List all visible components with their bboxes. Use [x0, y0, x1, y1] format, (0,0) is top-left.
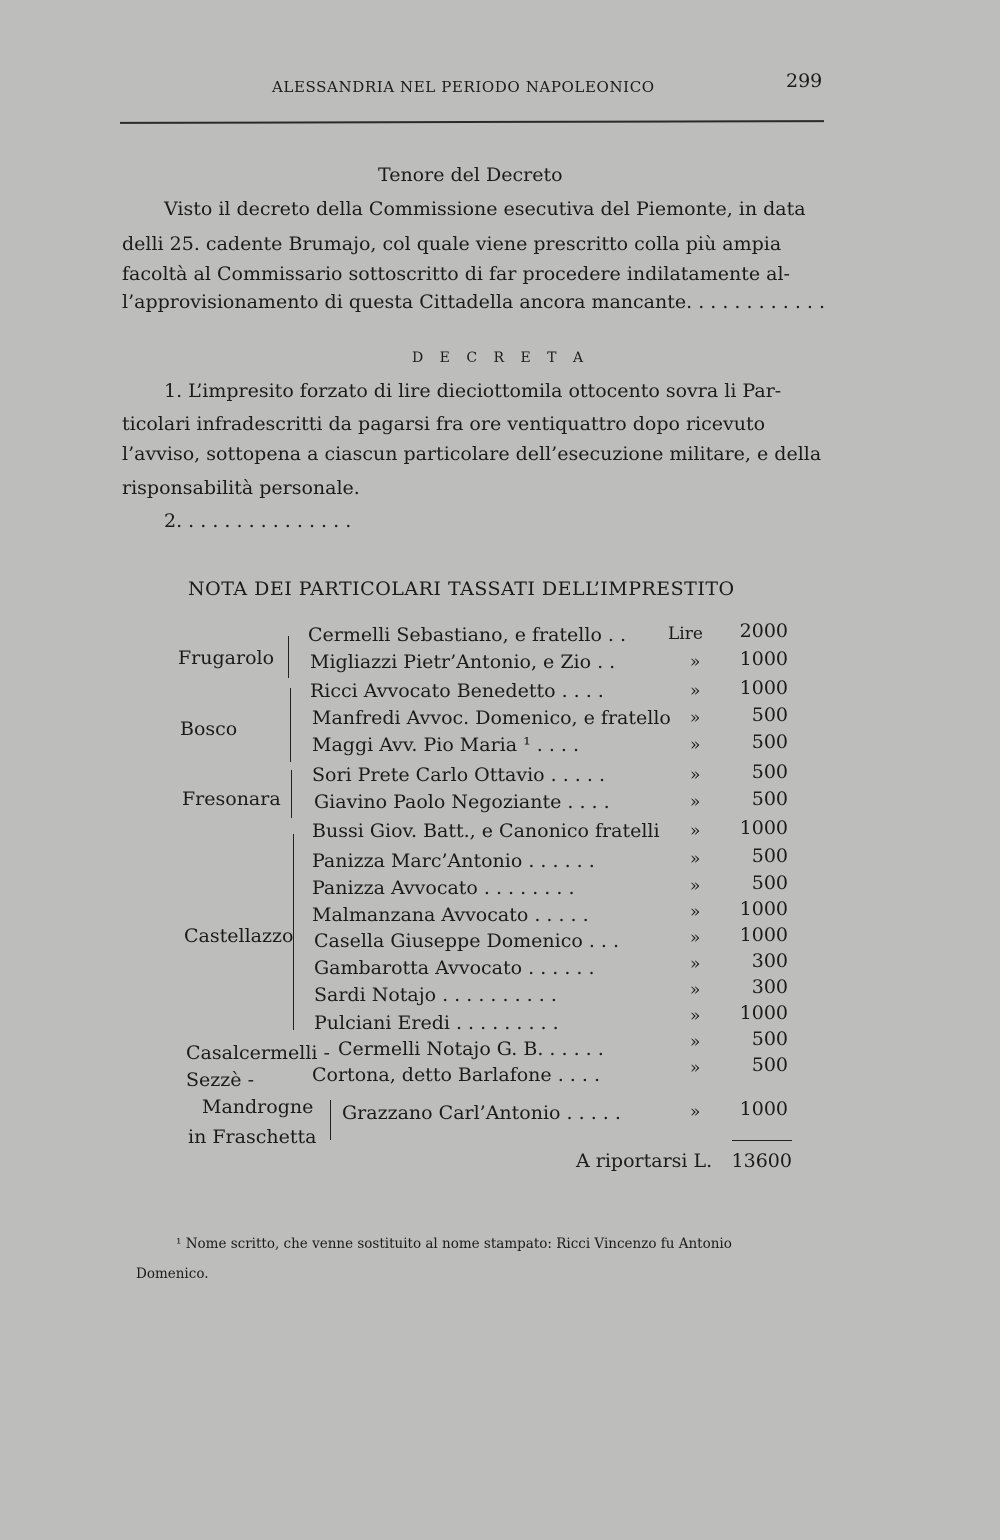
entry-currency: »: [690, 821, 701, 841]
entry-name: Migliazzi Pietr’Antonio, e Zio . .: [310, 651, 616, 673]
entry-name: Cermelli Sebastiano, e fratello . .: [308, 624, 627, 646]
place-mandrogne-2: in Fraschetta: [188, 1126, 317, 1148]
entry-currency: »: [690, 1102, 701, 1122]
entry-currency: »: [690, 954, 701, 974]
entry-amount: 500: [751, 788, 788, 810]
entry-amount: 1000: [739, 817, 788, 839]
entry-name: Sardi Notajo . . . . . . . . . .: [314, 984, 557, 1006]
entry-currency: »: [690, 1032, 701, 1052]
entry-amount: 500: [751, 731, 788, 753]
entry-name: Ricci Avvocato Benedetto . . . .: [310, 680, 604, 702]
entry-amount: 500: [751, 845, 788, 867]
place-frugarolo: Frugarolo: [178, 647, 275, 669]
running-title: ALESSANDRIA NEL PERIODO NAPOLEONICO: [272, 78, 655, 96]
entry-amount: 1000: [739, 648, 788, 670]
entry-amount: 1000: [739, 1098, 788, 1120]
article-line: ticolari infradescritti da pagarsi fra ore ventiquattro dopo ricevuto: [122, 413, 766, 435]
article-line: risponsabilità personale.: [122, 477, 360, 499]
entry-amount: 1000: [739, 924, 788, 946]
entry-name: Panizza Marc’Antonio . . . . . .: [312, 850, 595, 872]
entry-currency: »: [690, 849, 701, 869]
entry-amount: 300: [751, 950, 788, 972]
entry-name: Pulciani Eredi . . . . . . . . .: [314, 1012, 559, 1034]
brace: [330, 1100, 331, 1140]
entry-currency: »: [690, 765, 701, 785]
entry-name: Bussi Giov. Batt., e Canonico fratelli: [312, 820, 660, 842]
entry-currency: »: [690, 708, 701, 728]
total-value: 13600: [731, 1150, 792, 1172]
paragraph-line: facoltà al Commissario sottoscritto di far procedere indilatamente al-: [122, 263, 790, 285]
entry-currency: »: [690, 1058, 701, 1078]
brace: [291, 770, 292, 818]
brace: [293, 834, 294, 1030]
place-sezze: Sezzè -: [186, 1069, 254, 1091]
entry-name: Gambarotta Avvocato . . . . . .: [314, 957, 595, 979]
sum-rule: [732, 1140, 792, 1141]
paragraph-line: delli 25. cadente Brumajo, col quale viene prescritto colla più ampia: [122, 233, 782, 255]
entry-amount: 1000: [739, 898, 788, 920]
entry-amount: 500: [751, 1028, 788, 1050]
entry-amount: 2000: [739, 620, 788, 642]
footnote-line: ¹ Nome scritto, che venne sostituito al nome stampato: Ricci Vincenzo fu Antonio: [176, 1236, 732, 1252]
place-castellazzo: Castellazzo: [184, 925, 294, 947]
brace: [288, 636, 289, 678]
entry-name: Grazzano Carl’Antonio . . . . .: [342, 1102, 621, 1124]
entry-name: Sori Prete Carlo Ottavio . . . . .: [312, 764, 606, 786]
entry-amount: 500: [751, 872, 788, 894]
entry-name: Cortona, detto Barlafone . . . .: [312, 1064, 600, 1086]
entry-currency: »: [690, 792, 701, 812]
entry-name: Casella Giuseppe Domenico . . .: [314, 930, 620, 952]
article-line: 1. L’impresito forzato di lire dieciottomila ottocento sovra li Par-: [164, 380, 782, 402]
entry-name: Manfredi Avvoc. Domenico, e fratello: [312, 707, 671, 729]
entry-currency: »: [690, 735, 701, 755]
brace: [290, 688, 291, 762]
place-mandrogne: Mandrogne: [202, 1096, 314, 1118]
entry-amount: 1000: [739, 677, 788, 699]
decree-heading: Tenore del Decreto: [378, 164, 563, 186]
place-bosco: Bosco: [180, 718, 238, 740]
entry-amount: 500: [751, 704, 788, 726]
entry-name: Maggi Avv. Pio Maria ¹ . . . .: [312, 734, 580, 756]
article-line: l’avviso, sottopena a ciascun particolare dell’esecuzione militare, e della: [122, 443, 822, 465]
entry-currency: »: [690, 681, 701, 701]
article-2: 2. . . . . . . . . . . . . . .: [164, 510, 352, 532]
header-rule: [120, 120, 824, 124]
paragraph-line: l’approvisionamento di questa Cittadella ancora mancante. . . . . . . . . . . .: [122, 291, 826, 313]
entry-name: Malmanzana Avvocato . . . . .: [312, 904, 589, 926]
entry-name: Panizza Avvocato . . . . . . . .: [312, 877, 575, 899]
paragraph-line: Visto il decreto della Commissione esecutiva del Piemonte, in data: [164, 198, 806, 220]
place-casalcermelli: Casalcermelli -: [186, 1042, 330, 1064]
entry-currency: »: [690, 902, 701, 922]
page-number: 299: [786, 70, 823, 92]
entry-amount: 500: [751, 761, 788, 783]
entry-amount: 500: [751, 1054, 788, 1076]
nota-title: NOTA DEI PARTICOLARI TASSATI DELL’IMPRESTITO: [188, 578, 735, 600]
total-label: A riportarsi L.: [576, 1150, 713, 1172]
entry-name: Cermelli Notajo G. B. . . . . .: [338, 1038, 604, 1060]
entry-currency: »: [690, 652, 701, 672]
footnote-line: Domenico.: [136, 1266, 209, 1282]
entry-currency: Lire: [668, 624, 703, 644]
entry-amount: 1000: [739, 1002, 788, 1024]
place-fresonara: Fresonara: [182, 788, 281, 810]
entry-amount: 300: [751, 976, 788, 998]
entry-currency: »: [690, 928, 701, 948]
decreta-label: D E C R E T A: [412, 350, 590, 366]
entry-name: Giavino Paolo Negoziante . . . .: [314, 791, 610, 813]
entry-currency: »: [690, 876, 701, 896]
entry-currency: »: [690, 980, 701, 1000]
entry-currency: »: [690, 1006, 701, 1026]
